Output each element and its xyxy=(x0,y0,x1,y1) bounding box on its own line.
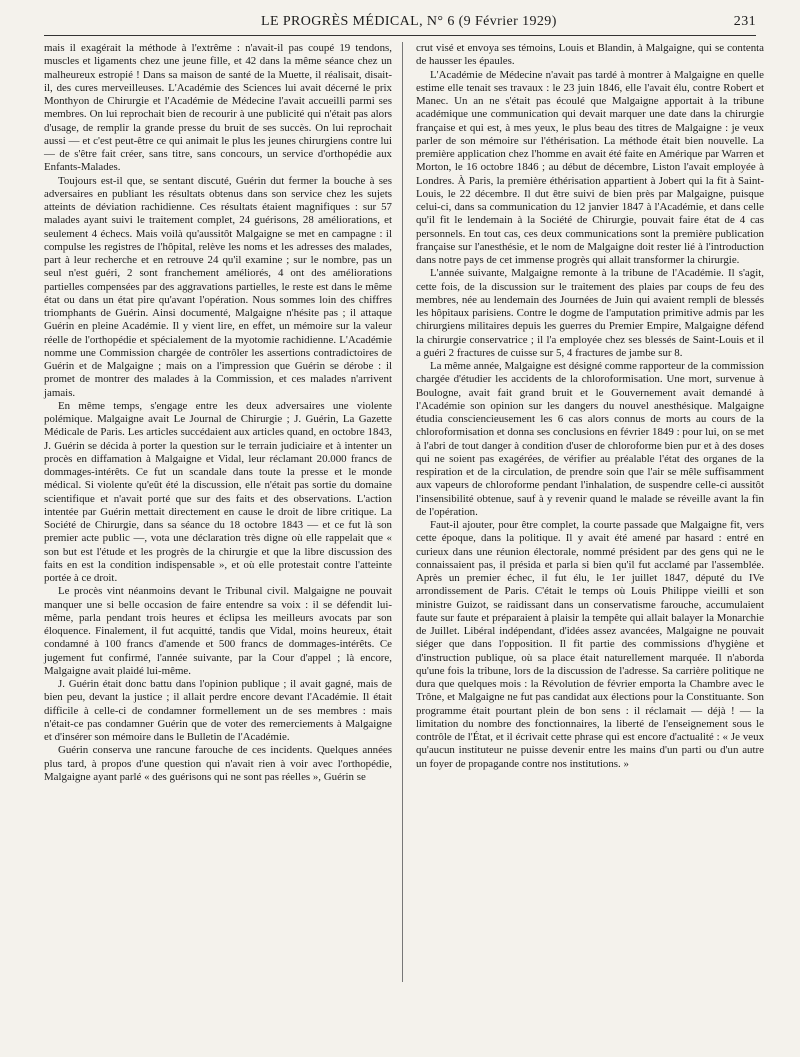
paragraph: L'Académie de Médecine n'avait pas tardé à montrer à Malgaigne en quelle estime elle tenait ses travaux : le 23 juin 1846, elle l'avait élu, contre Robert et Manec. Un an ne s'était pas écoulé que Malgaigne apportait à la tribune académique une communication qui devait marquer une date dans la chirurgie française et qui est, à mes yeux, le plus beau des titres de Malgaigne : je veux parler de son mémoire sur l'éthérisation. La méthode était bien nouvelle. La première application chez l'homme en avait été faite en Amérique par Warren et Morton, le 16 octobre 1846 ; au début de décembre, Liston l'avait employée à Londres. À Paris, la première éthérisation appartient à Jobert qui la fit à Saint-Louis, le 22 décembre. Il dut être suivi de bien près par Malgaigne, puisque celui-ci, dans sa communication du 12 janvier 1847 à l'Académie, et dans celle qu'il fit le lendemain à la Société de Chirurgie, pouvait faire état de 4 cas personnels. En tout cas, ces deux communications sont la première publication française sur l'anesthésie, et le nom de Malgaigne doit rester lié à l'introduction dans notre pays de cet immense progrès qui allait transformer la chirurgie. xyxy=(416,68,764,266)
paragraph: J. Guérin était donc battu dans l'opinion publique ; il avait gagné, mais de bien peu, devant la justice ; il allait perdre encore devant l'Académie. Il était difficile à celle-ci de condamner formellement un de ses membres : mais n'était-ce pas condamner Guérin que de voter des remerciements à Malgaigne et d'insérer son mémoire dans le Bulletin de l'Académie. xyxy=(44,678,392,743)
right-column xyxy=(416,42,764,771)
paragraph: mais il exagérait la méthode à l'extrême : n'avait-il pas coupé 19 tendons, muscles et ligaments chez une jeune fille, et 42 dans la même séance chez un malheureux estropié ! Dans sa maison de santé de la Muette, il réalisait, disait-il, des cures merveilleuses. L'Académie des Sciences lui avait décerné le prix Monthyon de Chirurgie et l'Académie de Médecine l'avait accueilli parmi ses membres. On lui reprochait bien de recourir à une publicité qui n'était pas alors d'usage, de remplir la grande presse du bruit de ses succès. On lui reprochait aussi — et c'est peut-être ce qui animait le plus les jeunes chirurgiens contre lui — de s'être fait créer, sans titre, sans concours, un service d'orthopédie aux Enfants-Malades. xyxy=(44,42,392,174)
paragraph: Le procès vint néanmoins devant le Tribunal civil. Malgaigne ne pouvait manquer une si belle occasion de faire entendre sa voix : il se défendit lui-même, parla pendant trois heures et éclipsa les meilleurs avocats par son éloquence. Finalement, il fut acquitté, tandis que Vidal, moins heureux, était condamné à 100 francs d'amende et 500 francs de dommages-intérêts. Ce jugement fut confirmé, l'année suivante, par la Cour d'appel ; là encore, Malgaigne avait plaidé lui-même. xyxy=(44,585,392,677)
paragraph: En même temps, s'engage entre les deux adversaires une violente polémique. Malgaigne avait Le Journal de Chirurgie ; J. Guérin, La Gazette Médicale de Paris. Les articles succédaient aux articles quand, en octobre 1843, J. Guérin se décida à porter la question sur le terrain judiciaire et à intenter un procès en diffamation à Malgaigne et Vidal, leur réclamant 20.000 francs de dommages-intérêts. Ce fut un scandale dans toute la presse et le monde médical. Si violente qu'eût été la discussion, elle n'était pas sortie du domaine scientifique et n'avait porté que sur des faits et des observations. L'action intentée par Guérin mettait directement en cause le droit de libre critique. La Société de Chirurgie, dans sa séance du 18 octobre 1843 — et ce fut là son premier acte public —, vota une déclaration très digne où elle rappelait que « son but est l'étude et les progrès de la chirurgie et que la libre discussion des faits en est la condition indispensable », et où elle protestait contre l'atteinte portée à ce droit. xyxy=(44,399,392,584)
header-rule xyxy=(44,35,756,36)
paragraph: Guérin conserva une rancune farouche de ces incidents. Quelques années plus tard, à propos d'une question qui n'avait rien à voir avec l'orthopédie, Malgaigne ayant parlé « des guérisons qui ne sont pas réelles », Guérin se xyxy=(44,744,392,783)
paragraph: Toujours est-il que, se sentant discuté, Guérin dut fermer la bouche à ses adversaires en publiant les résultats obtenus dans son service chez les sujets atteints de déviation rachidienne. Ces résultats étaient magnifiques : sur 57 malades ayant suivi le traitement complet, 24 guérisons, 28 améliorations, et seulement 4 échecs. Mais voilà qu'aussitôt Malgaigne se met en campagne : il compulse les registres de l'hôpital, relève les noms et les adresses des malades, part à leur recherche et en retrouve 24 qu'il examine ; sur le nombre, pas un seul n'est guéri, 2 sont franchement améliorés, 4 ont des améliorations partielles compensées par des aggravations partielles, le reste est dans le même état ou dans un état pire qu'avant l'opération. Nous sommes loin des chiffres triomphants de Guérin. Ainsi documenté, Malgaigne n'hésite pas ; il attaque Guérin en pleine Académie. Il y vient lire, en effet, un mémoire sur la valeur réelle de l'orthopédie et spécialement de la myotomie rachidienne. L'Académie nomme une Commission chargée de contrôler les assertions contradictoires de Guérin et de Malgaigne ; mais on a l'impression que Guérin se dérobe : il promet de montrer des malades à la Commission, et ces malades n'arrivent jamais. xyxy=(44,174,392,399)
paragraph: La même année, Malgaigne est désigné comme rapporteur de la commission chargée d'étudier les accidents de la chloroformisation. Une mort, survenue à Boulogne, avait fait grand bruit et le Gouvernement avait demandé à l'Académie son opinion sur les dangers du nouvel anesthésique. Malgaigne étudia consciencieusement les 6 cas alors connus de morts au cours de la chloroformisation et donna ses conclusions en février 1849 : pour lui, on se met à l'abri de tout danger à condition d'user de chloroforme bien pur et à des doses qui ne soient pas exagérées, de vérifier au préalable l'état des organes de la respiration et de la circulation, de prendre soin que l'air se mêle suffisamment aux vapeurs de chloroforme pendant l'inhalation, de suspendre celle-ci aussitôt l'insensibilité obtenue, sauf à y revenir quand le malade se réveille avant la fin de l'opération. xyxy=(416,360,764,518)
paragraph: crut visé et envoya ses témoins, Louis et Blandin, à Malgaigne, qui se contenta de hausser les épaules. xyxy=(416,42,764,68)
paragraph: Faut-il ajouter, pour être complet, la courte passade que Malgaigne fit, vers cette époque, dans la politique. Il y avait été amené par hasard : entré en curieux dans une réunion électorale, nommé président par des gens qui ne le connaissaient pas, il présida et parla si bien qu'il fut acclamé par l'assemblée. Après un premier échec, il fut élu, le 1er juillet 1847, député du IVe arrondissement de Paris. C'était le temps où Louis Philippe vieilli et son ministre Guizot, se raidissant dans un conservatisme farouche, accumulaient faute sur faute et préparaient à plaisir la tempête qui allait balayer la Monarchie de Juillet. Libéral indépendant, d'idées assez avancées, Malgaigne ne pouvait siéger que dans l'opposition. Il fit partie des commissions d'hygiène et d'instruction publique, où sa place était naturellement marquée. Il n'aborda qu'une fois la tribune, lors de la discussion de l'adresse. Sa carrière politique ne dura que quelques mois : la Révolution de février emporta la Chambre avec le Trône, et Malgaigne ne fut pas candidat aux élections pour la Constituante. Son programme était pourtant plein de bon sens : il réclamait — déjà ! — la limitation du nombre des fonctionnaires, la liberté de l'enseignement sous le contrôle de l'État, et il écrivait cette phrase qui est encore d'actualité : « Je veux qu'aucun instituteur ne puisse devenir entre les mains d'un parti ou d'un autre un foyer de propagande contre nos institutions. » xyxy=(416,519,764,770)
column-divider xyxy=(402,42,403,982)
page-number: 231 xyxy=(733,14,756,29)
page-header xyxy=(44,14,756,30)
left-column xyxy=(44,42,392,784)
paragraph: L'année suivante, Malgaigne remonte à la tribune de l'Académie. Il s'agit, cette fois, de la discussion sur le traitement des plaies par coups de feu des membres, née au lendemain des Journées de Juin qui avaient rempli de blessés les hôpitaux parisiens. Contre le dogme de l'amputation primitive admis par les chirurgiens militaires depuis les guerres du Premier Empire, Malgaigne défend la chirurgie conservatrice ; il l'a employée chez ses blessés de Saint-Louis et il a guéri 2 fractures de cuisse sur 5, 4 fractures de jambe sur 8. xyxy=(416,267,764,359)
journal-title: LE PROGRÈS MÉDICAL, N° 6 (9 Février 1929) xyxy=(261,14,557,29)
